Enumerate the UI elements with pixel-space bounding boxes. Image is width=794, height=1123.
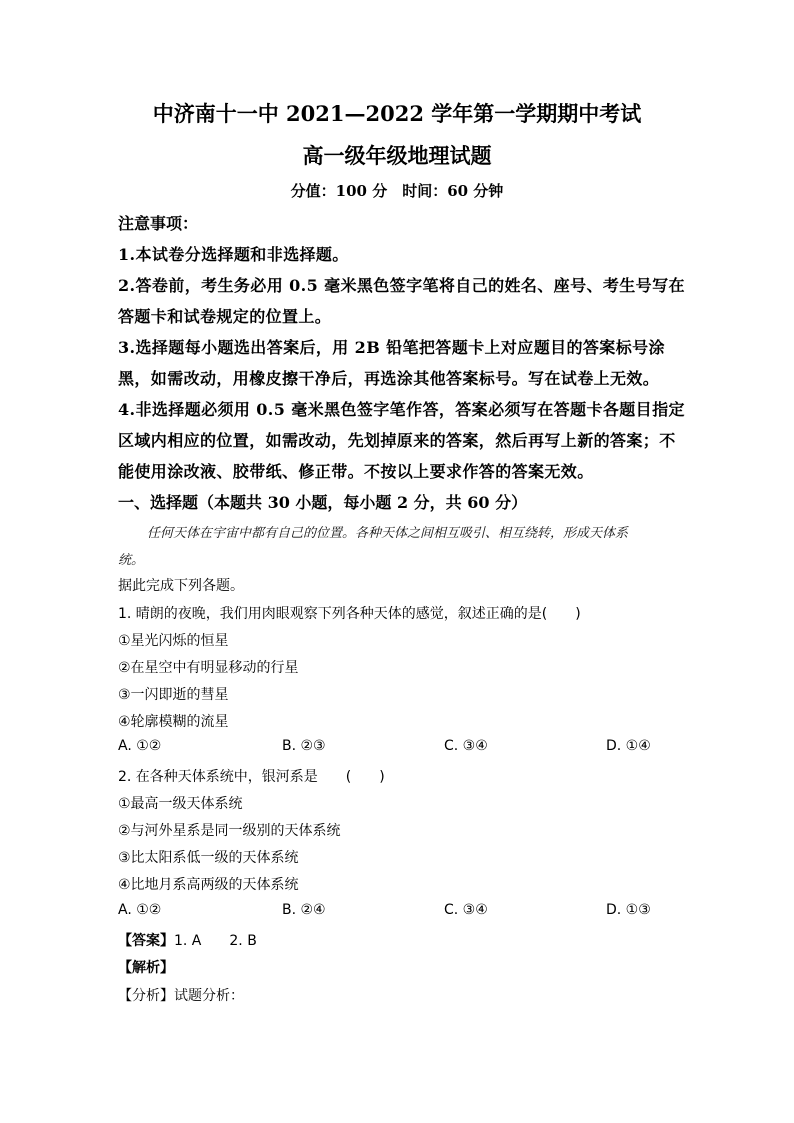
q1-statement-1: ①星光闪烁的恒星 [118,633,229,649]
q2-statement-2: ②与河外星系是同一级别的天体系统 [118,823,341,839]
q1-option-c: C. ③④ [444,738,488,754]
q2-option-d: D. ①③ [606,902,651,918]
answer-label: 【答案】 [118,933,174,949]
q1-statement-4: ④轮廓模糊的流星 [118,714,229,730]
q2-option-a: A. ①② [118,902,162,918]
q2-option-b: B. ②④ [282,902,326,918]
q1-statement-2: ②在星空中有明显移动的行星 [118,660,299,676]
q2-option-c: C. ③④ [444,902,488,918]
note-4a: 4.非选择题必须用 0.5 毫米黑色签字笔作答，答案必须写在答题卡各题目指定 [118,400,685,419]
section-heading: 一、选择题（本题共 30 小题，每小题 2 分，共 60 分） [118,493,528,512]
note-1: 1.本试卷分选择题和非选择题。 [118,245,349,264]
q2-statement-3: ③比太阳系低一级的天体系统 [118,850,299,866]
intro-line-1: 任何天体在宇宙中都有自己的位置。各种天体之间相互吸引、相互绕转，形成天体系 [147,526,629,541]
analysis-detail: 【分析】试题分析： [118,988,244,1004]
note-2b: 答题卡和试卷规定的位置上。 [118,307,332,326]
q2-statement-1: ①最高一级天体系统 [118,796,243,812]
note-4c: 能使用涂改液、胶带纸、修正带。不按以上要求作答的答案无效。 [118,462,594,481]
q1-stem: 1. 晴朗的夜晚，我们用肉眼观察下列各种天体的感觉，叙述正确的是( ) [118,606,581,622]
q2-stem: 2. 在各种天体系统中，银河系是 ( ) [118,769,385,785]
q1-option-d: D. ①④ [606,738,651,754]
answer-line [118,930,257,950]
intro-line-2: 统。 [118,553,145,568]
notes-heading: 注意事项： [118,214,199,233]
instruction: 据此完成下列各题。 [118,578,244,594]
q1-option-b: B. ②③ [282,738,326,754]
exam-subtitle: 高一级年级地理试题 [302,143,492,168]
note-3a: 3.选择题每小题选出答案后，用 2B 铅笔把答题卡上对应题目的答案标号涂 [118,338,665,357]
note-4b: 区域内相应的位置，如需改动，先划掉原来的答案，然后再写上新的答案；不 [118,431,676,450]
analysis-label: 【解析】 [118,960,174,976]
note-3b: 黑，如需改动，用橡皮擦干净后，再选涂其他答案标号。写在试卷上无效。 [118,369,660,388]
exam-meta: 分值：100 分 时间：60 分钟 [290,182,504,200]
exam-title: 中济南十一中 2021—2022 学年第一学期期中考试 [152,101,642,126]
note-2a: 2.答卷前，考生务必用 0.5 毫米黑色签字笔将自己的姓名、座号、考生号写在 [118,276,685,295]
q1-option-a: A. ①② [118,738,162,754]
q1-statement-3: ③一闪即逝的彗星 [118,687,229,703]
q2-statement-4: ④比地月系高两级的天体系统 [118,877,299,893]
answer-text: 1. A 2. B [174,933,257,949]
